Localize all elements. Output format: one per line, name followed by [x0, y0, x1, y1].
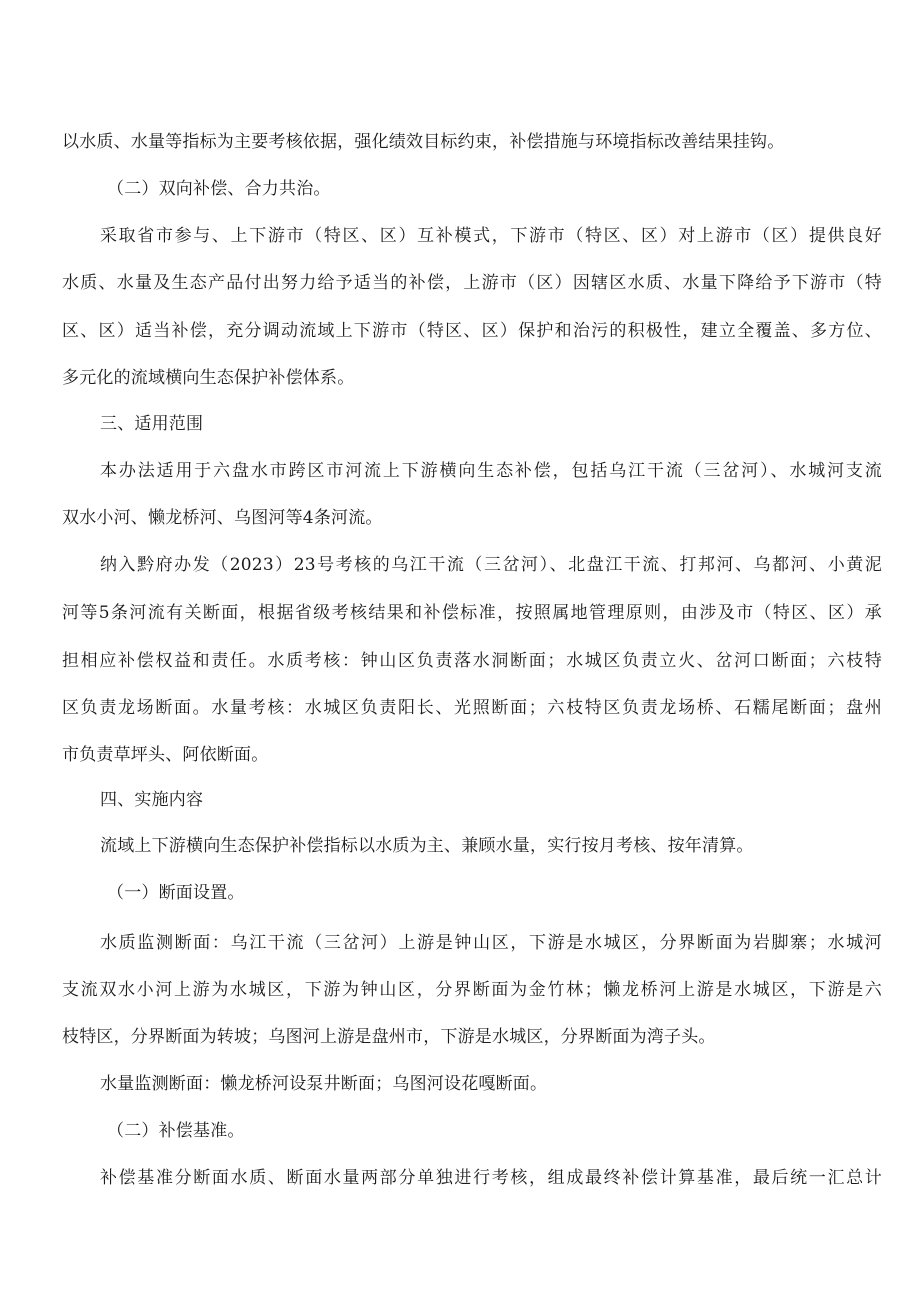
- paragraph-line: 水质、水量及生态产品付出努力给予适当的补偿，上游市（区）因辖区水质、水量下降给予下游市（特: [62, 273, 882, 293]
- paragraph-line: 河等5条河流有关断面，根据省级考核结果和补偿标准，按照属地管理原则，由涉及市（特区、区）承: [62, 603, 882, 623]
- paragraph-line: 枝特区，分界断面为转坡；乌图河上游是盘州市，下游是水城区，分界断面为湾子头。: [62, 1027, 716, 1047]
- paragraph-line: 流域上下游横向生态保护补偿指标以水质为主、兼顾水量，实行按月考核、按年清算。: [100, 836, 754, 856]
- paragraph-line: 支流双水小河上游为水城区，下游为钟山区，分界断面为金竹林；懒龙桥河上游是水城区，下游是六: [62, 980, 882, 1000]
- paragraph-line: 补偿基准分断面水质、断面水量两部分单独进行考核，组成最终补偿计算基准，最后统一汇总计: [100, 1168, 882, 1188]
- section-heading: 四、实施内容: [100, 790, 204, 810]
- subsection-heading: （二）补偿基准。: [107, 1121, 245, 1141]
- paragraph-line: 本办法适用于六盘水市跨区市河流上下游横向生态补偿，包括乌江干流（三岔河）、水城河支流: [100, 461, 882, 481]
- paragraph-line: 采取省市参与、上下游市（特区、区）互补模式，下游市（特区、区）对上游市（区）提供良好: [100, 226, 882, 246]
- subsection-heading: （一）断面设置。: [107, 883, 245, 903]
- subsection-heading: （二）双向补偿、合力共治。: [107, 179, 331, 199]
- paragraph-line: 以水质、水量等指标为主要考核依据，强化绩效目标约束，补偿措施与环境指标改善结果挂钩。: [62, 132, 785, 152]
- paragraph-line: 区负责龙场断面。水量考核：水城区负责阳长、光照断面；六枝特区负责龙场桥、石糯尾断面；盘州: [62, 698, 882, 718]
- paragraph-line: 多元化的流域横向生态保护补偿体系。: [62, 368, 355, 388]
- section-heading: 三、适用范围: [100, 414, 204, 434]
- paragraph-line: 水量监测断面：懒龙桥河设泵井断面；乌图河设花嘎断面。: [100, 1074, 548, 1094]
- paragraph-line: 水质监测断面：乌江干流（三岔河）上游是钟山区，下游是水城区，分界断面为岩脚寨；水城河: [100, 933, 882, 953]
- paragraph-line: 担相应补偿权益和责任。水质考核：钟山区负责落水洞断面；水城区负责立火、岔河口断面；六枝特: [62, 651, 882, 671]
- paragraph-line: 市负责草坪头、阿依断面。: [62, 745, 269, 765]
- paragraph-line: 区、区）适当补偿，充分调动流域上下游市（特区、区）保护和治污的积极性，建立全覆盖、多方位、: [62, 321, 882, 341]
- paragraph-line: 双水小河、懒龙桥河、乌图河等4条河流。: [62, 508, 383, 528]
- paragraph-line: 纳入黔府办发（2023）23号考核的乌江干流（三岔河）、北盘江干流、打邦河、乌都河、小黄泥: [100, 555, 882, 575]
